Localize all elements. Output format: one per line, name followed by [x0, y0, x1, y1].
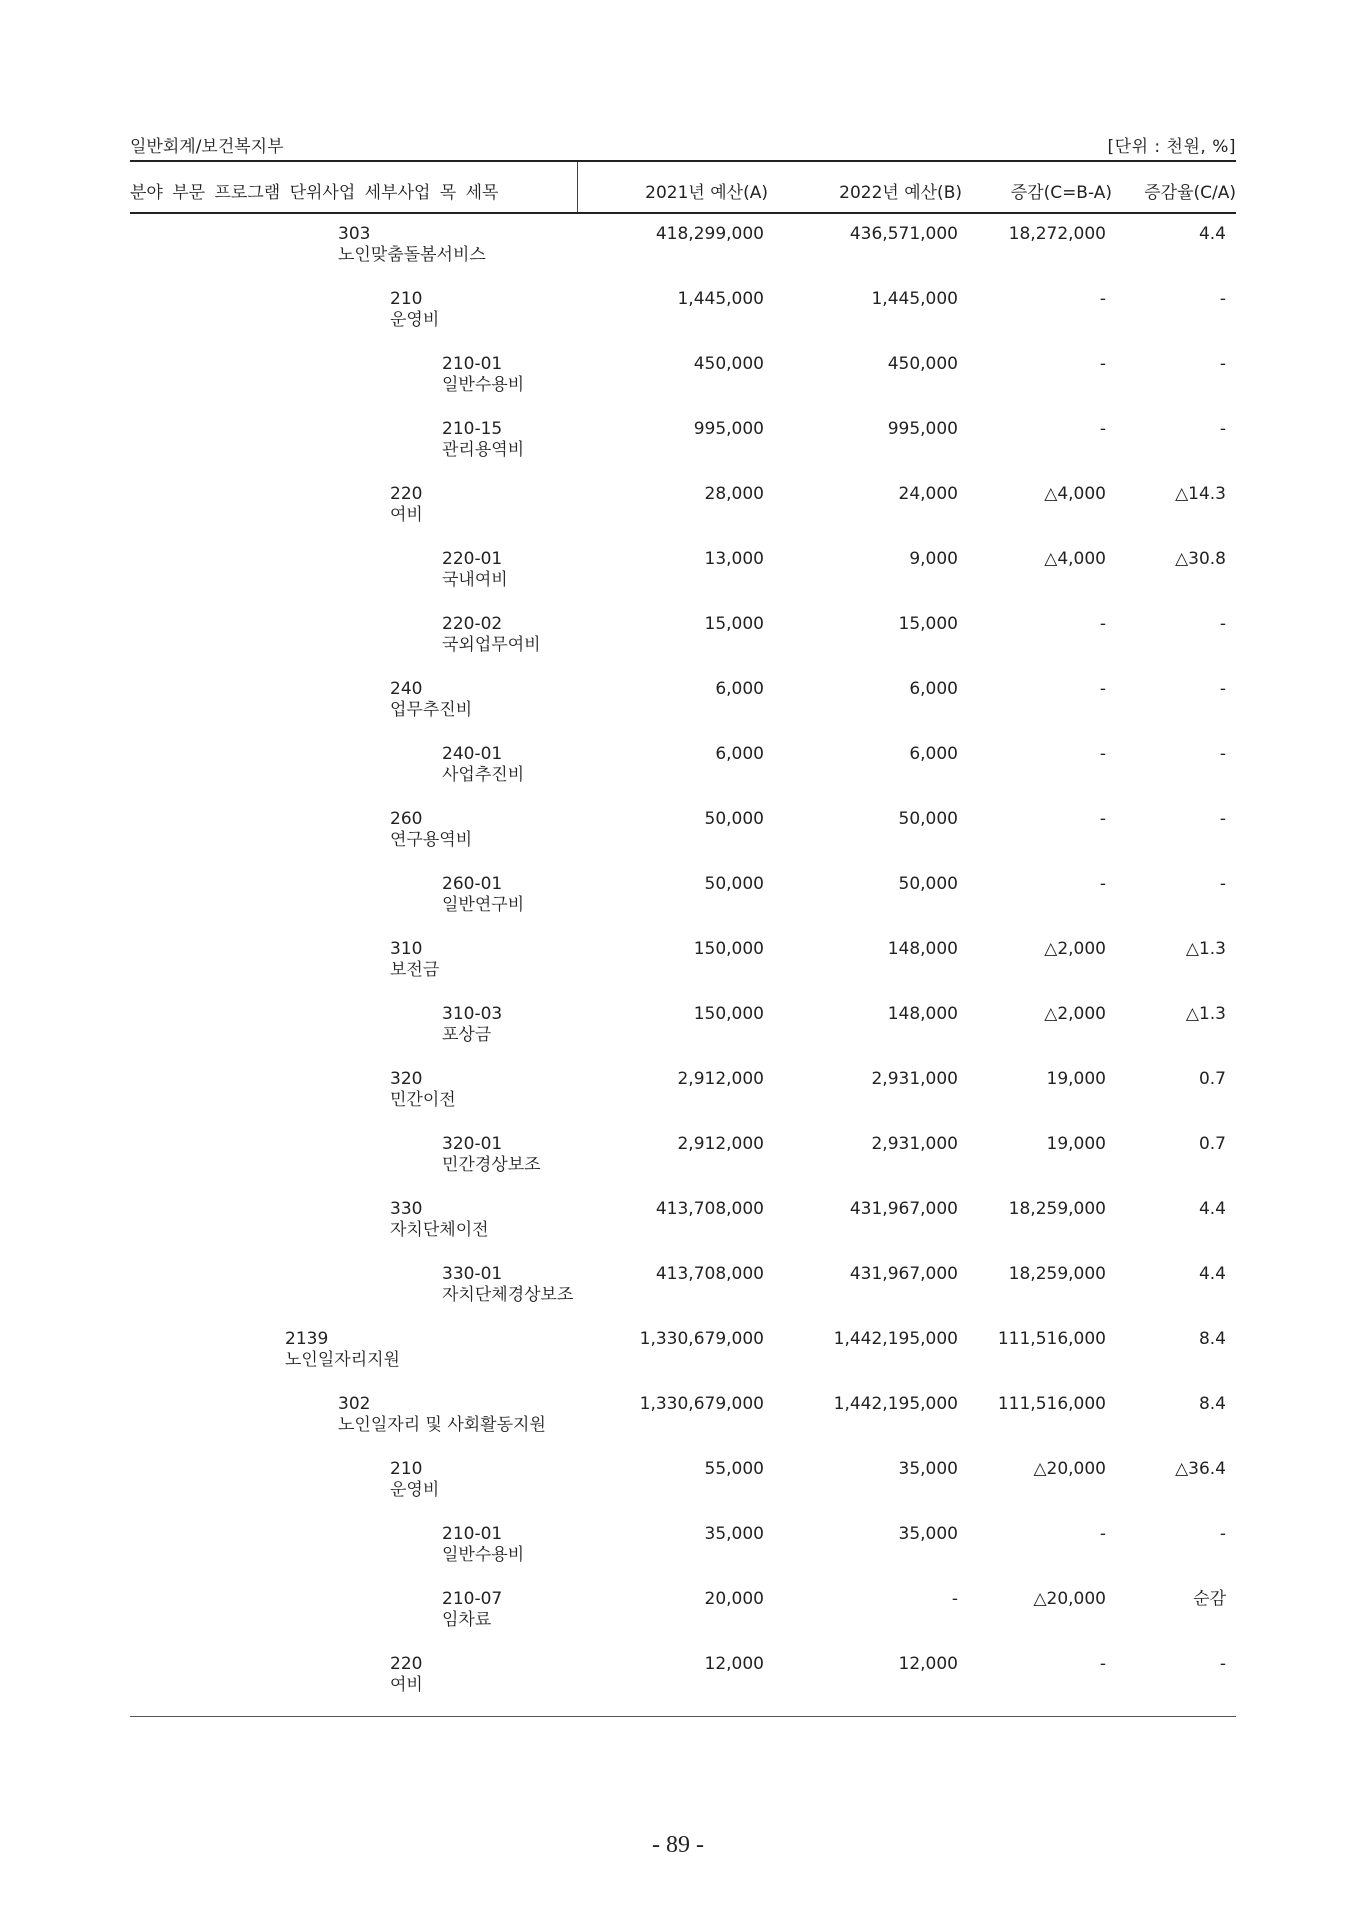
row-change-rate: △30.8 [1175, 549, 1226, 569]
row-change-rate: - [1219, 1524, 1226, 1544]
table-row [0, 1459, 1356, 1519]
header-left-title: 일반회계/보건복지부 [130, 137, 284, 157]
row-change-rate: △14.3 [1175, 484, 1226, 504]
row-2022-budget: 6,000 [909, 679, 958, 699]
row-2021-budget: 1,445,000 [677, 289, 764, 309]
row-2022-budget: 50,000 [898, 809, 958, 829]
table-bottom-rule [130, 1716, 1236, 1717]
table-row [0, 1654, 1356, 1714]
row-2022-budget: 6,000 [909, 744, 958, 764]
row-change: - [1099, 744, 1106, 764]
row-name: 일반연구비 [442, 895, 525, 915]
row-2021-budget: 1,330,679,000 [639, 1394, 764, 1414]
row-change-rate: - [1219, 1654, 1226, 1674]
row-2022-budget: 35,000 [898, 1524, 958, 1544]
row-change: 18,259,000 [1008, 1199, 1106, 1219]
row-2021-budget: 995,000 [693, 419, 764, 439]
row-name: 국내여비 [442, 570, 508, 590]
row-2021-budget: 413,708,000 [655, 1264, 764, 1284]
row-change: - [1099, 289, 1106, 309]
row-change: △2,000 [1044, 939, 1106, 959]
column-header-2022-budget: 2022년 예산(B) [839, 183, 962, 203]
column-header-change: 증감(C=B-A) [1010, 183, 1112, 203]
row-2021-budget: 15,000 [704, 614, 764, 634]
row-code: 260-01 [442, 874, 503, 894]
row-change: △20,000 [1033, 1459, 1106, 1479]
table-row [0, 224, 1356, 284]
row-change: - [1099, 419, 1106, 439]
row-name: 운영비 [390, 310, 440, 330]
row-2021-budget: 2,912,000 [677, 1069, 764, 1089]
header-unit-note: [단위 : 천원, %] [1107, 137, 1236, 157]
row-code: 240-01 [442, 744, 503, 764]
table-row [0, 549, 1356, 609]
row-change-rate: 0.7 [1198, 1134, 1226, 1154]
row-code: 303 [338, 224, 371, 244]
table-row [0, 939, 1356, 999]
row-name: 임차료 [442, 1610, 492, 1630]
row-2022-budget: 450,000 [887, 354, 958, 374]
row-code: 220 [390, 1654, 423, 1674]
row-code: 210-01 [442, 354, 503, 374]
row-name: 자치단체이전 [390, 1220, 489, 1240]
row-code: 330-01 [442, 1264, 503, 1284]
column-header-2021-budget: 2021년 예산(A) [645, 183, 768, 203]
row-change: △2,000 [1044, 1004, 1106, 1024]
row-2022-budget: 2,931,000 [871, 1134, 958, 1154]
table-row [0, 679, 1356, 739]
row-change-rate: - [1219, 354, 1226, 374]
row-change: 19,000 [1046, 1069, 1106, 1089]
row-name: 국외업무여비 [442, 635, 541, 655]
table-row [0, 614, 1356, 674]
row-change-rate: △1.3 [1185, 1004, 1226, 1024]
row-name: 운영비 [390, 1480, 440, 1500]
row-name: 포상금 [442, 1025, 492, 1045]
row-2021-budget: 50,000 [704, 874, 764, 894]
row-change-rate: 0.7 [1198, 1069, 1226, 1089]
row-change-rate: △1.3 [1185, 939, 1226, 959]
row-change-rate: - [1219, 289, 1226, 309]
table-row [0, 1524, 1356, 1584]
row-change: - [1099, 1524, 1106, 1544]
row-change-rate: - [1219, 809, 1226, 829]
table-header-rule [130, 212, 1236, 214]
row-2021-budget: 2,912,000 [677, 1134, 764, 1154]
row-change-rate: - [1219, 744, 1226, 764]
row-code: 220 [390, 484, 423, 504]
row-2021-budget: 6,000 [715, 679, 764, 699]
row-change: - [1099, 679, 1106, 699]
row-code: 310 [390, 939, 423, 959]
row-code: 210-15 [442, 419, 503, 439]
row-code: 302 [338, 1394, 371, 1414]
row-2021-budget: 150,000 [693, 939, 764, 959]
row-code: 210-07 [442, 1589, 503, 1609]
row-2021-budget: 35,000 [704, 1524, 764, 1544]
row-name: 여비 [390, 505, 423, 525]
row-2022-budget: 9,000 [909, 549, 958, 569]
table-row [0, 1134, 1356, 1194]
row-2021-budget: 13,000 [704, 549, 764, 569]
row-2022-budget: 15,000 [898, 614, 958, 634]
row-change-rate: - [1219, 679, 1226, 699]
row-2022-budget: 1,442,195,000 [833, 1329, 958, 1349]
row-change: - [1099, 809, 1106, 829]
row-2022-budget: 35,000 [898, 1459, 958, 1479]
column-separator [577, 162, 578, 212]
row-name: 보전금 [390, 960, 440, 980]
row-2022-budget: 2,931,000 [871, 1069, 958, 1089]
table-row [0, 1199, 1356, 1259]
row-2021-budget: 450,000 [693, 354, 764, 374]
row-change-rate: △36.4 [1175, 1459, 1226, 1479]
row-name: 여비 [390, 1675, 423, 1695]
table-row [0, 809, 1356, 869]
row-2022-budget: 995,000 [887, 419, 958, 439]
row-code: 210 [390, 1459, 423, 1479]
row-change-rate: - [1219, 419, 1226, 439]
row-change-rate: - [1219, 874, 1226, 894]
table-row [0, 1264, 1356, 1324]
row-change: 18,272,000 [1008, 224, 1106, 244]
row-2022-budget: 50,000 [898, 874, 958, 894]
row-change: 18,259,000 [1008, 1264, 1106, 1284]
row-2021-budget: 20,000 [704, 1589, 764, 1609]
table-row [0, 484, 1356, 544]
row-code: 320-01 [442, 1134, 503, 1154]
row-name: 노인일자리지원 [285, 1350, 400, 1370]
row-change-rate: 4.4 [1198, 1264, 1226, 1284]
page-number: - 89 - [652, 1832, 704, 1858]
row-name: 노인일자리 및 사회활동지원 [338, 1415, 546, 1435]
row-2022-budget: 148,000 [887, 1004, 958, 1024]
row-change: △4,000 [1044, 484, 1106, 504]
row-code: 210-01 [442, 1524, 503, 1544]
row-2021-budget: 6,000 [715, 744, 764, 764]
row-code: 240 [390, 679, 423, 699]
row-change: 111,516,000 [997, 1329, 1106, 1349]
column-header-category: 분야 부문 프로그램 단위사업 세부사업 목 세목 [130, 183, 499, 203]
row-change: 111,516,000 [997, 1394, 1106, 1414]
row-2021-budget: 12,000 [704, 1654, 764, 1674]
table-top-rule [130, 160, 1236, 162]
row-2021-budget: 413,708,000 [655, 1199, 764, 1219]
row-change-rate: 4.4 [1198, 1199, 1226, 1219]
row-change: 19,000 [1046, 1134, 1106, 1154]
row-name: 민간경상보조 [442, 1155, 541, 1175]
table-row [0, 874, 1356, 934]
table-row [0, 1329, 1356, 1389]
row-2022-budget: - [951, 1589, 958, 1609]
column-header-change-rate: 증감율(C/A) [1144, 183, 1236, 203]
table-row [0, 419, 1356, 479]
row-2022-budget: 148,000 [887, 939, 958, 959]
row-name: 일반수용비 [442, 1545, 525, 1565]
row-change-rate: 순감 [1193, 1589, 1226, 1609]
row-change: - [1099, 614, 1106, 634]
table-row [0, 1394, 1356, 1454]
row-code: 260 [390, 809, 423, 829]
row-change-rate: 8.4 [1198, 1329, 1226, 1349]
row-2022-budget: 436,571,000 [849, 224, 958, 244]
row-code: 220-02 [442, 614, 503, 634]
row-2022-budget: 431,967,000 [849, 1199, 958, 1219]
row-name: 관리용역비 [442, 440, 525, 460]
row-change-rate: - [1219, 614, 1226, 634]
row-code: 330 [390, 1199, 423, 1219]
row-name: 사업추진비 [442, 765, 525, 785]
row-change: △4,000 [1044, 549, 1106, 569]
table-row [0, 289, 1356, 349]
row-2022-budget: 1,442,195,000 [833, 1394, 958, 1414]
table-row [0, 1004, 1356, 1064]
table-row [0, 744, 1356, 804]
row-2021-budget: 28,000 [704, 484, 764, 504]
row-name: 업무추진비 [390, 700, 473, 720]
row-2021-budget: 50,000 [704, 809, 764, 829]
row-name: 일반수용비 [442, 375, 525, 395]
row-change: - [1099, 874, 1106, 894]
row-change-rate: 8.4 [1198, 1394, 1226, 1414]
row-name: 자치단체경상보조 [442, 1285, 574, 1305]
row-change-rate: 4.4 [1198, 224, 1226, 244]
row-2021-budget: 150,000 [693, 1004, 764, 1024]
row-2022-budget: 24,000 [898, 484, 958, 504]
row-code: 210 [390, 289, 423, 309]
table-row [0, 1589, 1356, 1649]
row-code: 2139 [285, 1329, 329, 1349]
row-code: 310-03 [442, 1004, 503, 1024]
row-name: 연구용역비 [390, 830, 473, 850]
row-name: 민간이전 [390, 1090, 456, 1110]
row-2021-budget: 418,299,000 [655, 224, 764, 244]
row-name: 노인맞춤돌봄서비스 [338, 245, 486, 265]
table-row [0, 1069, 1356, 1129]
row-change: - [1099, 354, 1106, 374]
row-change: △20,000 [1033, 1589, 1106, 1609]
row-2022-budget: 12,000 [898, 1654, 958, 1674]
row-change: - [1099, 1654, 1106, 1674]
row-2021-budget: 55,000 [704, 1459, 764, 1479]
row-code: 320 [390, 1069, 423, 1089]
row-2021-budget: 1,330,679,000 [639, 1329, 764, 1349]
row-code: 220-01 [442, 549, 503, 569]
table-row [0, 354, 1356, 414]
row-2022-budget: 1,445,000 [871, 289, 958, 309]
row-2022-budget: 431,967,000 [849, 1264, 958, 1284]
